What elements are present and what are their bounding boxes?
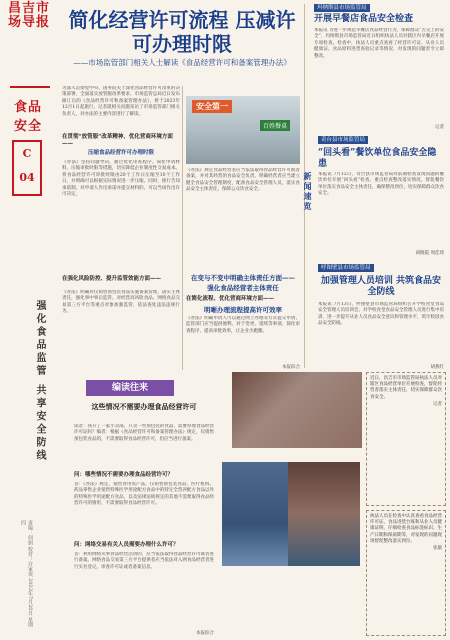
- bottom-author: 本报综合: [196, 631, 214, 636]
- a3-kicker: 呼图壁县市场监管局: [318, 264, 374, 272]
- column-divider: [182, 86, 183, 370]
- mid-body: 《办法》规定食品经营者应当依法取得食品经营许可或者备案，并对其经营的食品安全负责。明确经营者应当建立健全食品安全管理制度，配备食品安全管理人员，落实食品安全主体责任，保障公众饮食安全。: [186, 168, 300, 193]
- a1-kicker: 玛纳斯县市场监管局: [314, 4, 370, 12]
- bq3-title: 问：网络交易有关人员需要办理什么许可？: [74, 542, 179, 548]
- caption-1-author: 记者: [433, 401, 442, 407]
- q2-head: 在强化风险防控、提升监管效能方面——: [62, 276, 162, 282]
- bq2-title: 问：哪些情况不需要办理食品经营许可？: [74, 472, 174, 478]
- caption-box-2: [366, 510, 446, 636]
- a1-author: 记者: [435, 125, 444, 130]
- food-safety-photo: [186, 96, 300, 164]
- a2-head: “回头看”餐饮单位食品安全隐患: [318, 148, 437, 169]
- q2-body: 《办法》明确对仅销售预包装食品实施备案管理，落实主体责任，强化事中事后监管。对经营高风险食品、网络食品交易第三方平台等重点对象加强监管，依法查处违法违规行为。: [62, 290, 180, 315]
- end-sub: 明晰办理流程提高许可效率: [204, 306, 282, 314]
- bq1-body: 读者：我开了一家小卖部，只卖一些预包装的食品，需要办理食品经营许可证吗？编者：根据《食品经营许可和备案管理办法》规定，仅销售预包装食品的，不需要取得食品经营许可，但应当进行备案。: [74, 424, 214, 442]
- bq3-body: 答：利用网络从事食品经营活动的，应当依法取得食品经营许可或者进行备案。网络食品交易第三方平台提供者应当依法对入网食品经营者进行实名登记，审查许可证或者备案信息。: [74, 552, 214, 570]
- shop-photo: [288, 462, 360, 566]
- masthead-logo: 昌吉市场导报: [8, 1, 51, 30]
- edit-kicker: 编读往来: [86, 380, 174, 396]
- lead-subhead: ——市场监管部门相关人士解读《食品经营许可和备案管理办法》: [73, 58, 291, 67]
- section-title: 食品安全: [13, 100, 42, 134]
- inspector-photo: [222, 462, 288, 566]
- news-label: 新闻速览: [303, 172, 313, 212]
- section-rule: [10, 86, 50, 88]
- lead-author: 本报综合: [282, 365, 300, 370]
- footer-info: 责编：何娟 校对：许家欢 2023年7月20日 星期四: [20, 520, 33, 628]
- q1-body: 《办法》坚持问题导向，通过优化审查程序、简化申请材料、压缩审批时限等措施，切实降低企业制度性交易成本。将食品经营许可审批时限由20个工作日压缩至10个工作日，并明确可以根据实际情况进一步压缩。同时，推行告知承诺制，对申请人作出承诺并提交材料的，可以当场作出许可决定。: [62, 160, 180, 198]
- bq1-title: 这些情况不需要办理食品经营许可: [91, 402, 197, 411]
- a3-head: 加强管理人员培训 共筑食品安全防线: [320, 276, 442, 297]
- end-head: 在简化流程、优化营商环境方面——: [186, 296, 275, 302]
- q1-head: 在贯彻“放管服”改革精神、优化营商环境方面——: [62, 134, 173, 147]
- a3-body: 本报讯 7月13日，呼图壁县市场监管局组织召开学校食堂食品安全管理人员培训会，对学校食堂食品安全管理人员进行集中培训，进一步提升从业人员食品安全意识和管理水平，筑牢校园食品安全防线。: [318, 302, 444, 327]
- section-code: C 04: [12, 140, 42, 196]
- caption-2: 执法人员在检查中认真查看食品经营许可证、食品进货台账和从业人员健康证明，仔细检查食品标签标识、生产日期和保质期等，对发现的问题现场督促整改落实到位。: [370, 514, 442, 544]
- a2-kicker: 奇台县市场监管局: [318, 136, 368, 144]
- lead-intro: 为深入贯彻党中央、国务院关于深化食品经营许可改革的决策部署，全面落实放管服改革要求，市场监管总局近日发布修订后的《食品经营许可和备案管理办法》，将于2023年12月1日起施行。记者就相关问题采访了市场监管部门相关负责人，对办法的主要内容进行了解读。: [62, 86, 180, 117]
- caption-2-author: 张敏: [433, 546, 442, 552]
- photo-sign: 安全第一: [192, 100, 232, 113]
- a3-author: 胡燕红: [430, 365, 444, 370]
- a1-body: 本报讯 为进一步规范早餐店食品经营行为，保障群众“舌尖上的安全”，玛纳斯县市场监管局近日组织执法人员对辖区内早餐店开展专项检查。检查中，执法人员重点查看了经营许可证、从业人员健康证、食品原料进货查验记录等情况，对发现的问题责令立即整改。: [314, 28, 444, 59]
- slogan: 强化食品监管 共享安全防线: [34, 300, 45, 463]
- lead-headline: 简化经营许可流程 压减许可办理时限: [68, 8, 296, 56]
- market-photo: [232, 372, 362, 448]
- caption-box-1: [366, 372, 446, 506]
- mid-head: 在变与不变中明确主体责任方面——: [191, 274, 295, 282]
- caption-1: 近日，昌吉市市场监管局执法人员对辖区食品经营单位开展检查，督促经营者落实主体责任，切实保障群众饮食安全。: [370, 376, 442, 400]
- photo-sign-2: 百姓餐桌: [260, 120, 290, 131]
- a2-body: 本报讯 7月12日，奇台县市场监管局对前期检查发现问题的餐饮单位开展“回头看”检查，重点检查整改落实情况，督促餐饮单位落实食品安全主体责任，确保整改到位，切实保障群众饮食安全。: [318, 172, 444, 197]
- a2-author: 胡晓霞 周佳琦: [415, 251, 444, 256]
- end-body: 《办法》明确申请人可以通过网上办理等方式提交申请，监管部门应当提供便利。对于变更、延续等事项，简化审查程序，提高审批效率，让企业少跑腿。: [186, 316, 300, 334]
- a1-head: 开展早餐店食品安全检查: [314, 14, 414, 24]
- mid-sub: 强化食品经营者主体责任: [207, 284, 279, 292]
- q1-sub: 压缩食品经营许可办理时限: [87, 150, 154, 156]
- bq2-body: 答：《办法》规定，销售食用农产品，仅销售预包装食品，医疗机构、药品零售企业销售特殊医学用途配方食品中的特定全营养配方食品以外的特殊医学用途配方食品，以及法律法规规定的其他不需要取得食品经营许可的情形，不需要取得食品经营许可。: [74, 482, 214, 507]
